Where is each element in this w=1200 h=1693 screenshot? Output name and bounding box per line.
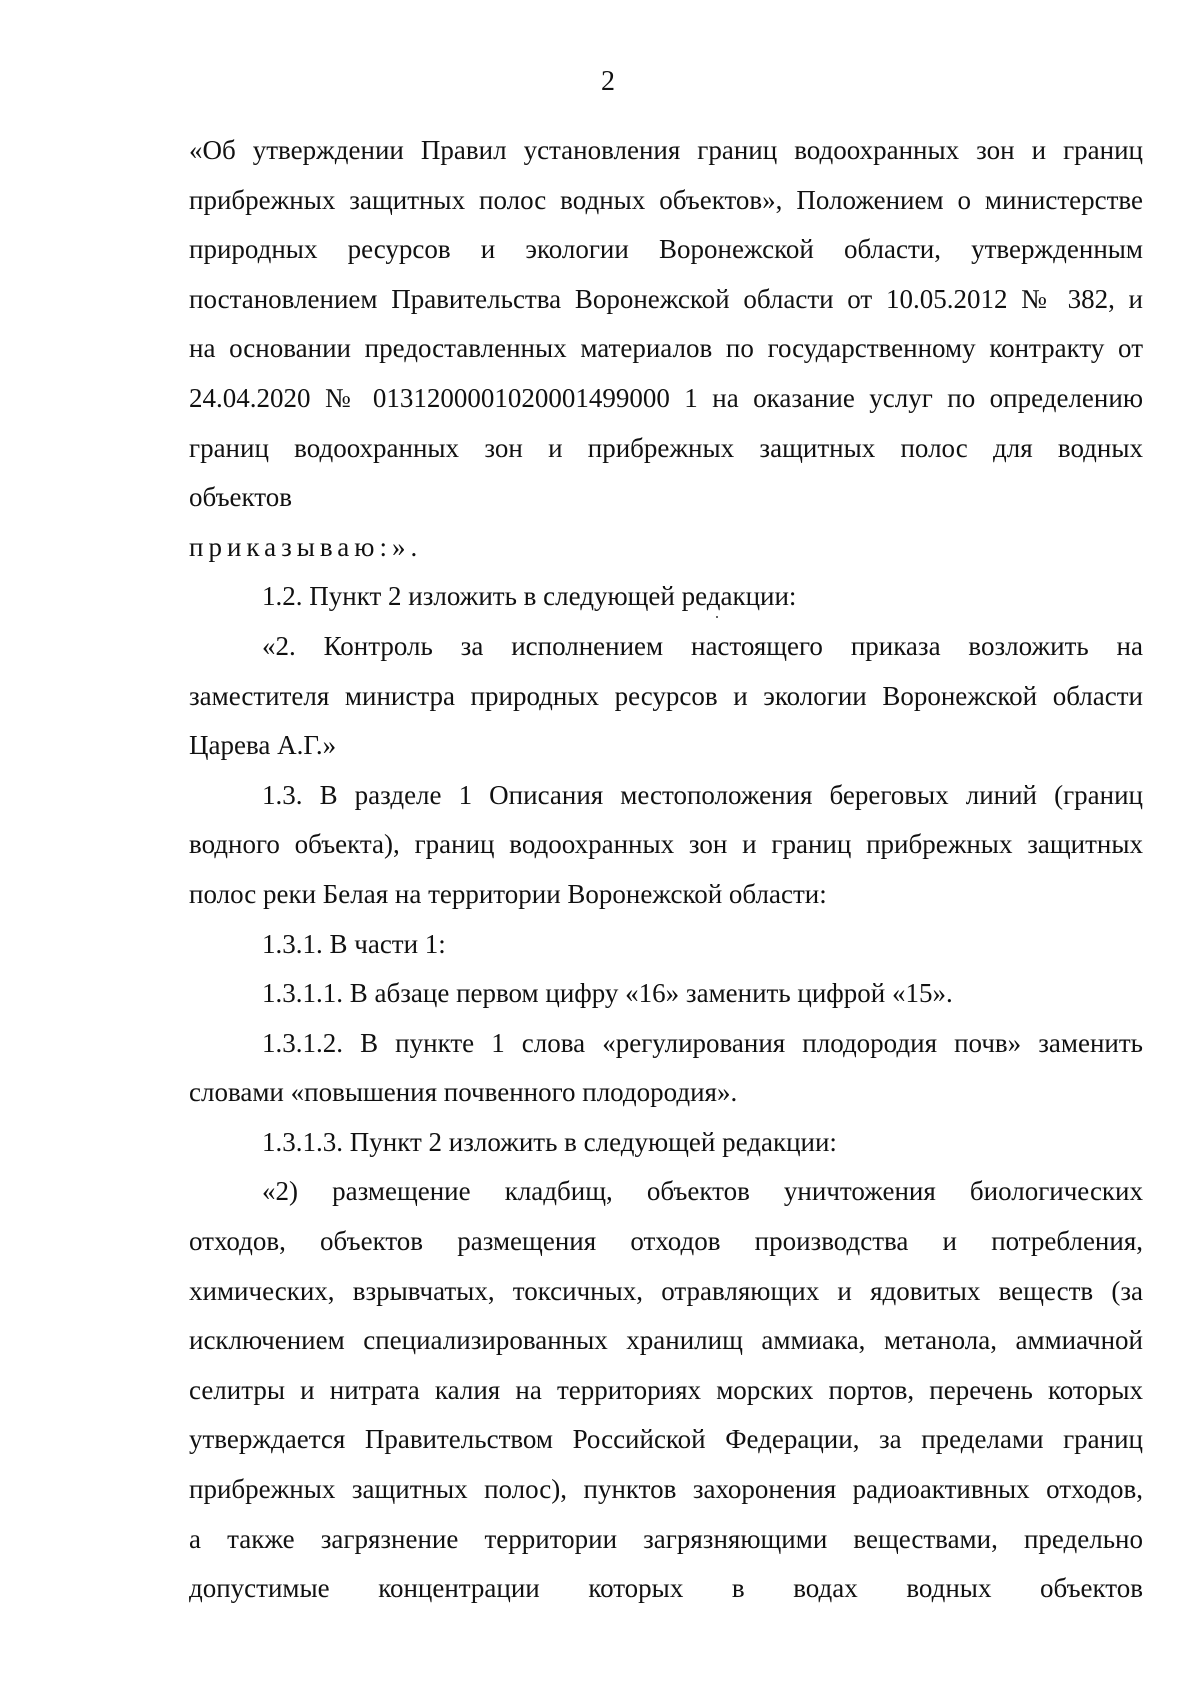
text-line: границ водоохранных зон и прибрежных защитных полос для водных <box>189 432 1143 463</box>
text-line: водного объекта), границ водоохранных зон и границ прибрежных защитных <box>189 829 1143 860</box>
text-line: постановлением Правительства Воронежской области от 10.05.2012 № 382, и <box>189 283 1143 314</box>
text-line: полос реки Белая на территории Воронежской области: <box>189 878 827 909</box>
text-line: допустимые концентрации которых в водах водных объектов <box>189 1573 1143 1604</box>
text-line: прибрежных защитных полос водных объектов», Положением о министерстве <box>189 184 1143 215</box>
text-line: объектов <box>189 482 292 513</box>
text-line: отходов, объектов размещения отходов производства и потребления, <box>189 1226 1143 1257</box>
clause-heading: 1.3.1. В части 1: <box>262 928 446 959</box>
text-line: «2) размещение кладбищ, объектов уничтожения биологических <box>262 1176 1143 1207</box>
text-line: химических, взрывчатых, токсичных, отравляющих и ядовитых веществ (за <box>189 1275 1143 1306</box>
text-line: утверждается Правительством Российской Федерации, за пределами границ <box>189 1424 1143 1455</box>
text-line: 24.04.2020 № 0131200001020001499000 1 на оказание услуг по определению <box>189 382 1143 413</box>
clause-heading: 1.2. Пункт 2 изложить в следующей редакции: <box>262 581 797 612</box>
clause-heading: 1.3.1.3. Пункт 2 изложить в следующей редакции: <box>262 1126 837 1157</box>
order-word: приказываю:». <box>189 531 423 562</box>
text-line: «Об утверждении Правил установления границ водоохранных зон и границ <box>189 135 1143 165</box>
document-body <box>189 126 1143 1614</box>
scan-speck <box>716 616 718 618</box>
text-line: на основании предоставленных материалов по государственному контракту от <box>189 333 1143 364</box>
clause-heading: 1.3.1.1. В абзаце первом цифру «16» заменить цифрой «15». <box>262 978 953 1009</box>
text-line: а также загрязнение территории загрязняющими веществами, предельно <box>189 1523 1143 1554</box>
text-line: селитры и нитрата калия на территориях морских портов, перечень которых <box>189 1374 1143 1405</box>
text-line: природных ресурсов и экологии Воронежской области, утвержденным <box>189 234 1143 265</box>
text-line: прибрежных защитных полос), пунктов захоронения радиоактивных отходов, <box>189 1474 1143 1505</box>
text-line: словами «повышения почвенного плодородия». <box>189 1077 738 1108</box>
clause-heading: 1.3.1.2. В пункте 1 слова «регулирования плодородия почв» заменить <box>262 1027 1143 1058</box>
text-line: заместителя министра природных ресурсов и экологии Воронежской области <box>189 680 1143 711</box>
text-line: исключением специализированных хранилищ аммиака, метанола, аммиачной <box>189 1325 1143 1356</box>
text-line: Царева А.Г.» <box>189 730 337 761</box>
page-number: 2 <box>601 66 615 97</box>
text-line: «2. Контроль за исполнением настоящего приказа возложить на <box>262 630 1143 661</box>
clause-heading: 1.3. В разделе 1 Описания местоположения береговых линий (границ <box>262 779 1143 810</box>
